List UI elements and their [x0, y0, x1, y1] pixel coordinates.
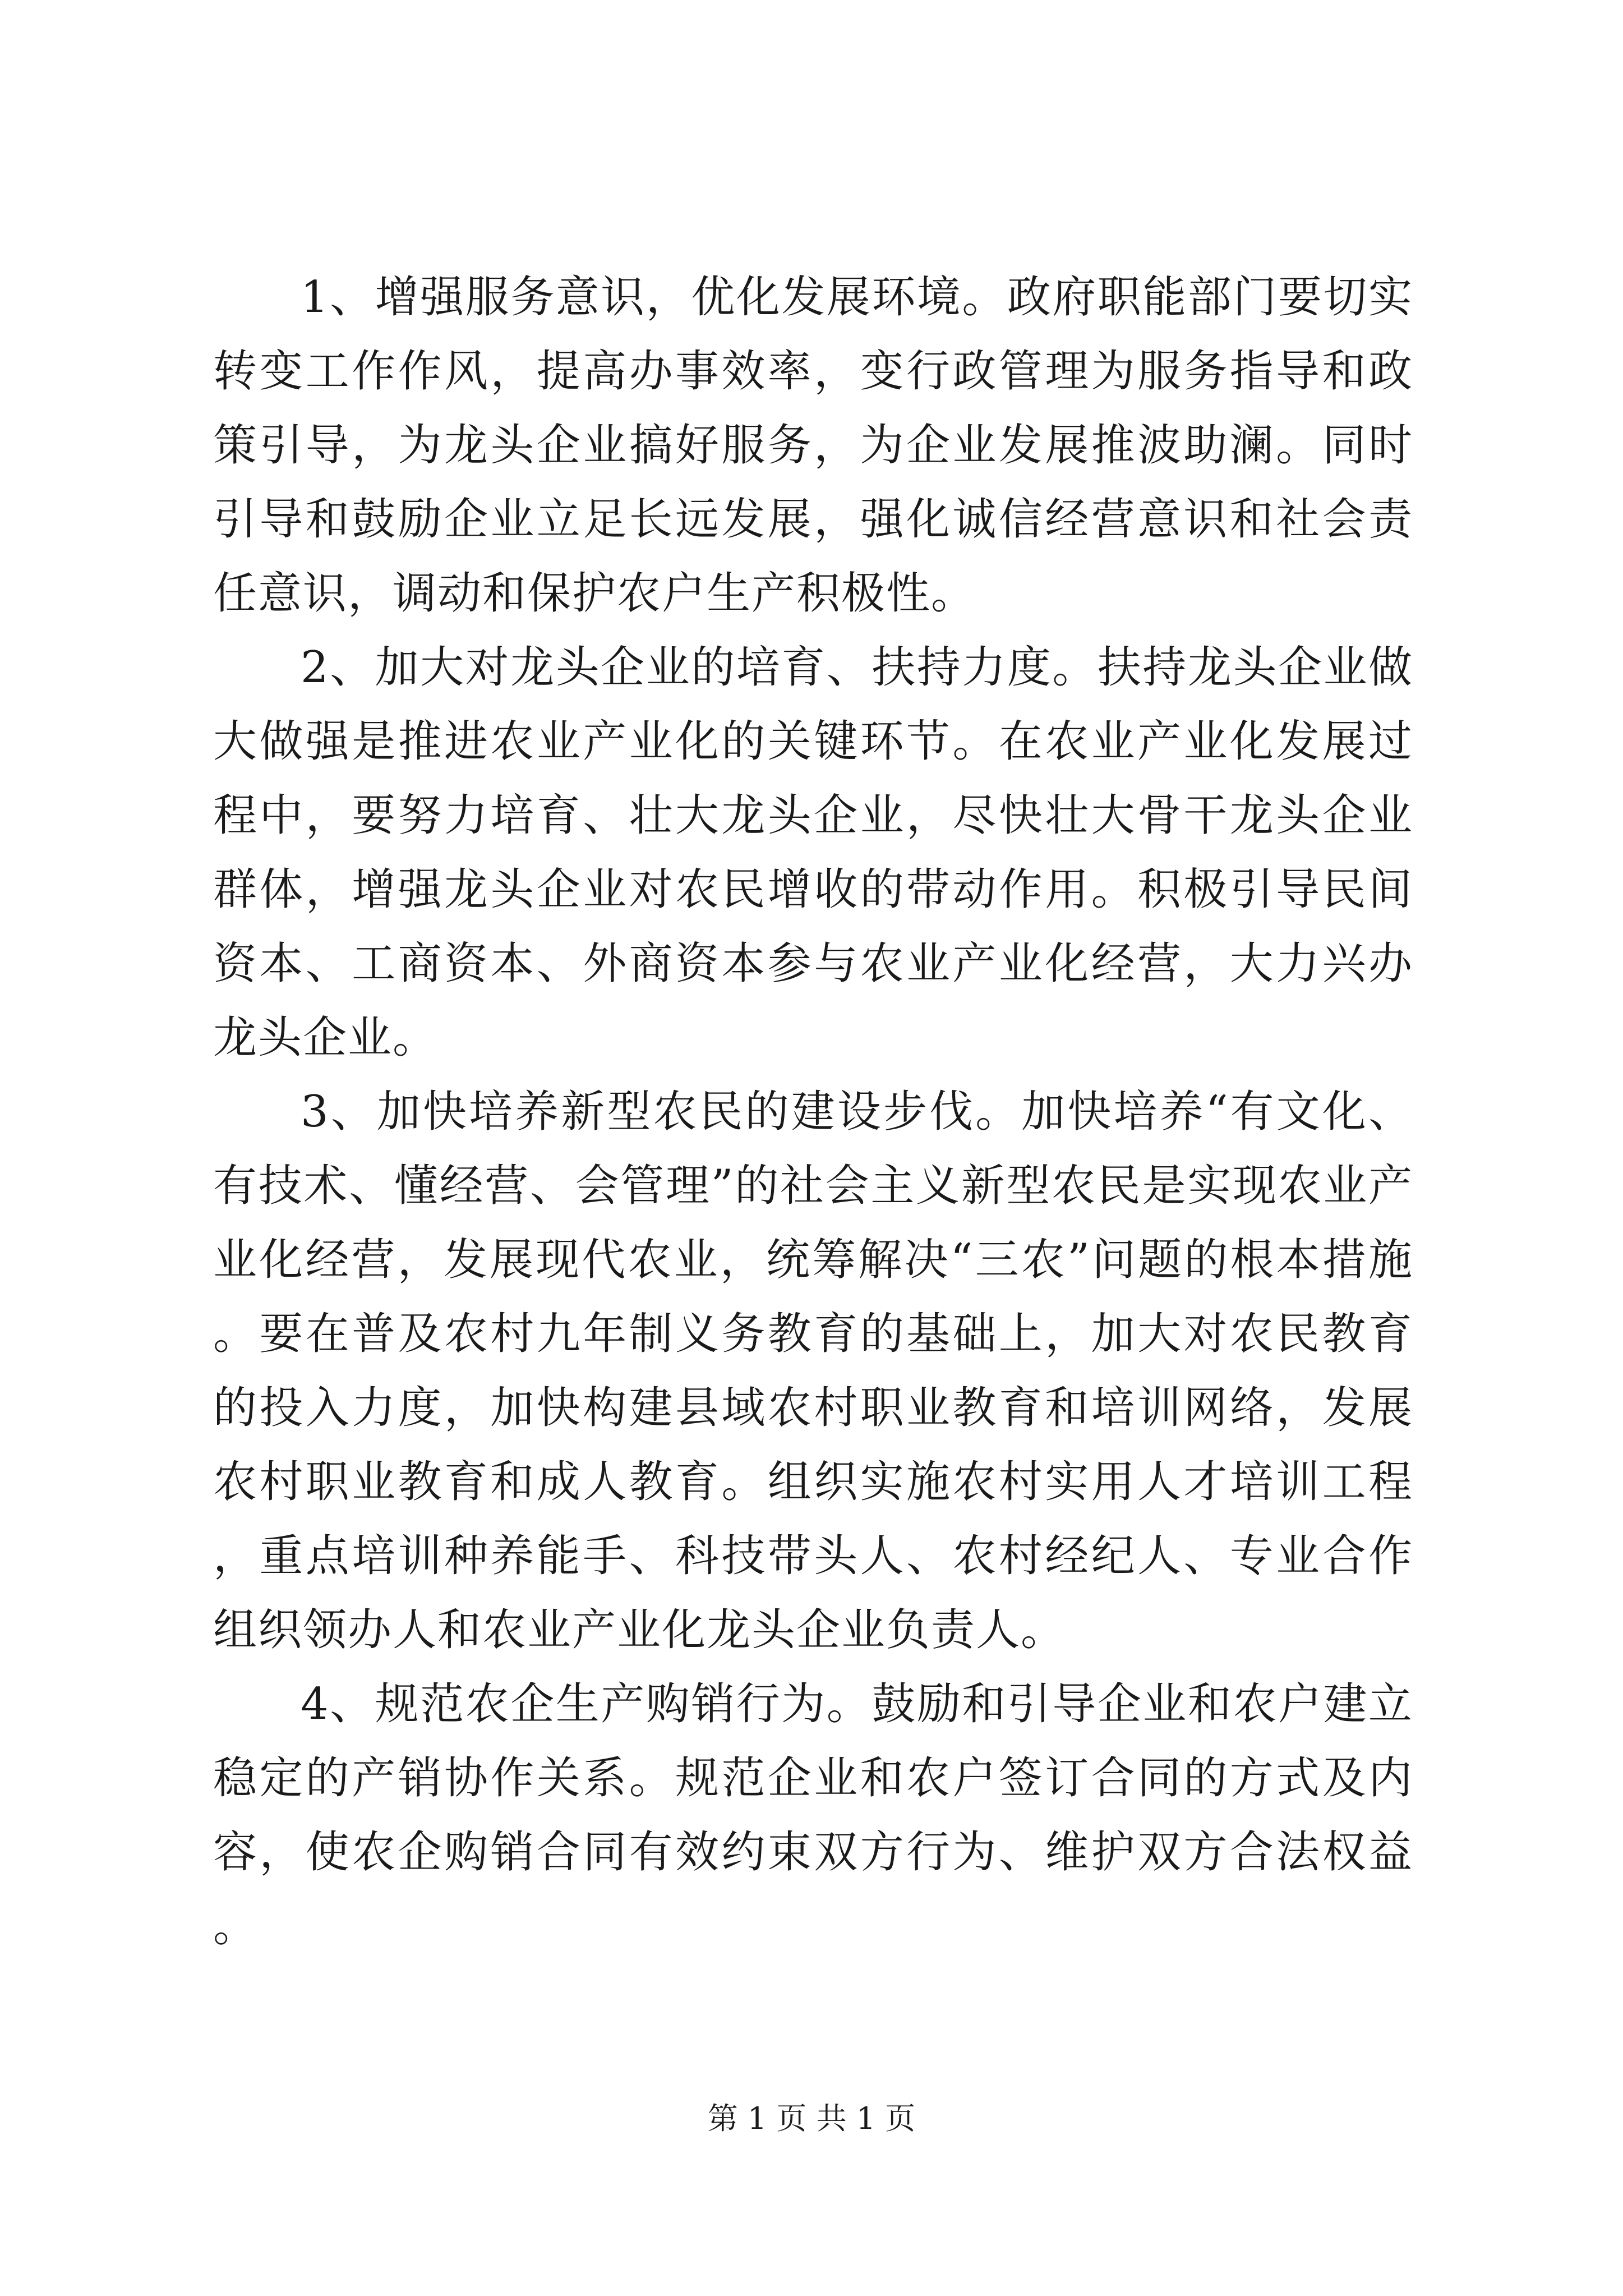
page-number-footer: 第 1 页 共 1 页 [707, 2101, 916, 2136]
paragraph-3: 3、加快培养新型农民的建设步伐。加快培养“有文化、有技术、懂经营、会管理”的社会主义新型农民是实现农业产业化经营，发展现代农业，统筹解决“三农”问题的根本措施。要在普及农村九年制义务教育的基础上，加大对农民教育的投入力度，加快构建县域农村职业教育和培训网络，发展农村职业教育和成人教育。组织实施农村实用人才培训工程，重点培训种养能手、科技带头人、农村经纪人、专业合作组织领办人和农业产业化龙头企业负责人。 [213, 1087, 1413, 1655]
paragraph-2: 2、加大对龙头企业的培育、扶持力度。扶持龙头企业做大做强是推进农业产业化的关键环节。在农业产业化发展过程中，要努力培育、壮大龙头企业，尽快壮大骨干龙头企业群体，增强龙头企业对农民增收的带动作用。积极引导民间资本、工商资本、外商资本参与农业产业化经营，大力兴办龙头企业。 [213, 642, 1413, 1063]
document-body [213, 260, 1413, 1963]
paragraph-1: 1、增强服务意识，优化发展环境。政府职能部门要切实转变工作作风，提高办事效率，变行政管理为服务指导和政策引导，为龙头企业搞好服务，为企业发展推波助澜。同时引导和鼓励企业立足长远发展，强化诚信经营意识和社会责任意识，调动和保护农户生产积极性。 [213, 272, 1413, 619]
paragraph-4: 4、规范农企生产购销行为。鼓励和引导企业和农户建立稳定的产销协作关系。规范企业和农户签订合同的方式及内容，使农企购销合同有效约束双方行为、维护双方合法权益。 [213, 1679, 1413, 1952]
